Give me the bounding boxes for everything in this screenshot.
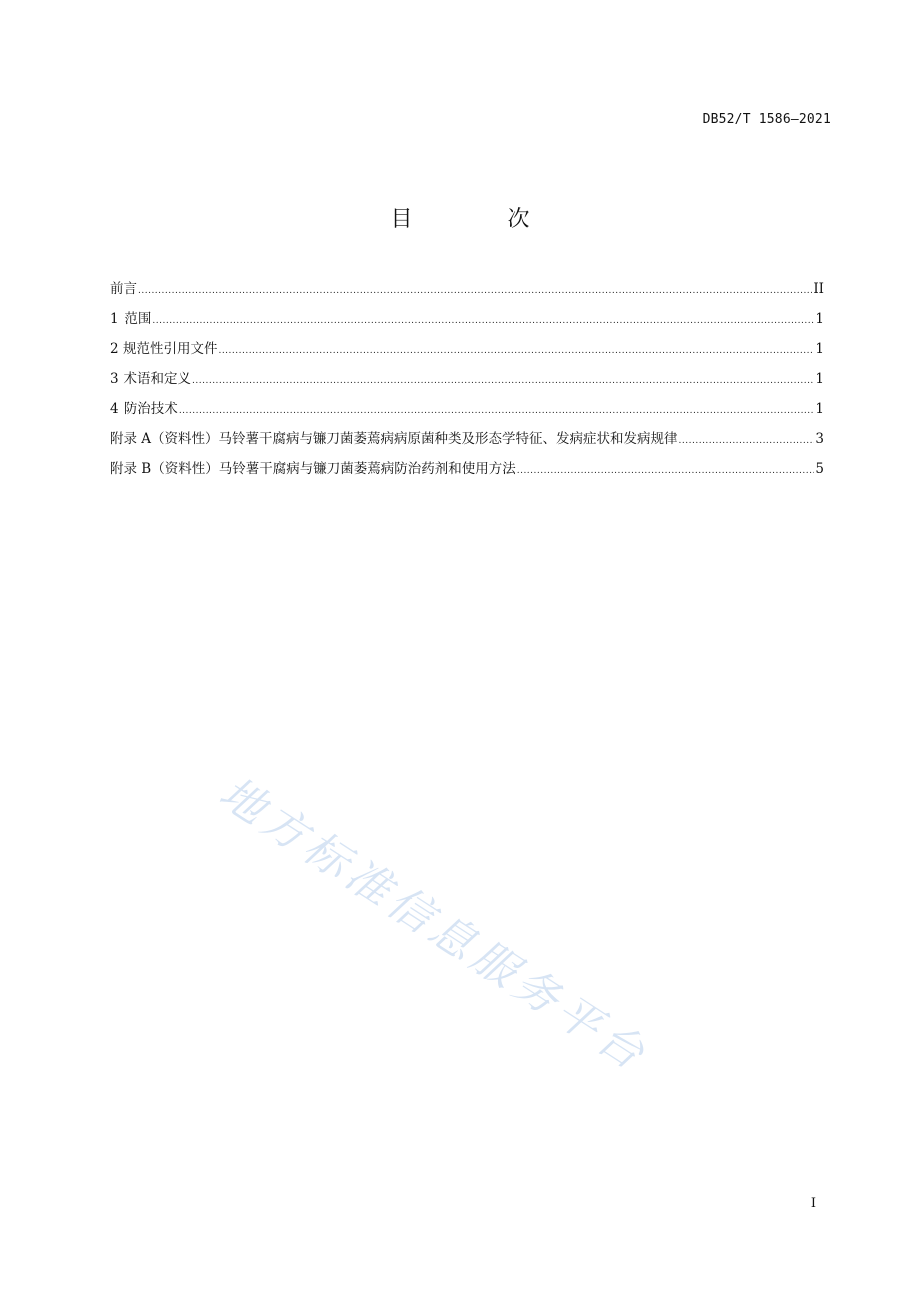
toc-entry-page: 1 <box>815 311 824 327</box>
toc-appendix-label: 附录 B（资料性） <box>110 461 219 477</box>
toc-entry-title: 范围 <box>124 311 152 327</box>
toc-entry-title: 前言 <box>110 281 137 297</box>
toc-entry-title: 防治技术 <box>123 401 178 417</box>
toc-entry-title: 术语和定义 <box>123 371 192 387</box>
toc-entry-appendix-b[interactable] <box>110 460 824 490</box>
toc-entry-title: 马铃薯干腐病与镰刀菌萎蔫病病原菌种类及形态学特征、发病症状和发病规律 <box>218 431 678 447</box>
toc-entry-normative-references[interactable] <box>110 340 824 370</box>
table-of-contents <box>110 280 824 490</box>
toc-leader-dots <box>517 462 815 480</box>
toc-leader-dots <box>179 402 815 420</box>
toc-entry-page: 3 <box>815 431 824 447</box>
toc-entry-title: 马铃薯干腐病与镰刀菌萎蔫病防治药剂和使用方法 <box>218 461 516 477</box>
doc-code: DB52/T 1586—2021 <box>702 112 831 127</box>
toc-entry-page: II <box>813 281 824 297</box>
toc-entry-scope[interactable] <box>110 310 824 340</box>
toc-entry-number: 3 <box>110 371 119 387</box>
toc-entry-page: 5 <box>815 461 824 477</box>
watermark: 地方标准信息服务平台 <box>210 767 658 1083</box>
page-number: I <box>810 1196 816 1211</box>
toc-leader-dots <box>192 372 814 390</box>
toc-leader-dots <box>152 312 814 330</box>
toc-entry-page: 1 <box>815 371 824 387</box>
toc-entry-title: 规范性引用文件 <box>122 341 218 357</box>
toc-entry-control-techniques[interactable] <box>110 400 824 430</box>
toc-leader-dots <box>679 432 815 450</box>
toc-entry-page: 1 <box>815 401 824 417</box>
toc-entry-number: 4 <box>110 401 119 417</box>
toc-entry-terms-definitions[interactable] <box>110 370 824 400</box>
toc-entry-appendix-a[interactable] <box>110 430 824 460</box>
toc-leader-dots <box>138 282 812 300</box>
toc-appendix-label: 附录 A（资料性） <box>110 431 219 447</box>
toc-entry-foreword[interactable] <box>110 280 824 310</box>
toc-entry-number: 1 <box>110 311 119 327</box>
toc-entry-number: 2 <box>110 341 119 357</box>
toc-title: 目 次 <box>390 207 574 232</box>
toc-entry-page: 1 <box>815 341 824 357</box>
toc-leader-dots <box>218 342 814 360</box>
